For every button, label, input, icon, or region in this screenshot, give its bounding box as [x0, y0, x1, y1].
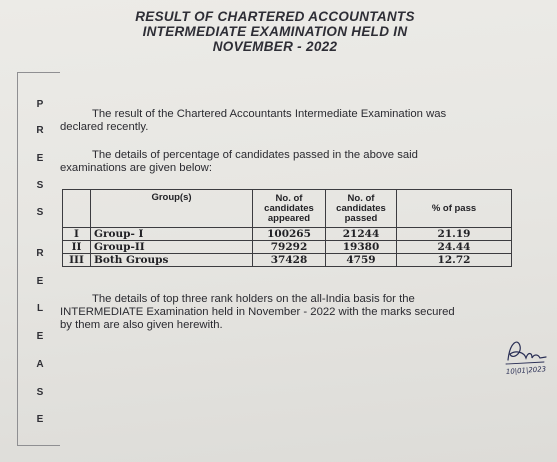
row-group: Both Groups — [91, 254, 253, 267]
row-serial: II — [63, 241, 91, 254]
side-letter: R — [36, 125, 44, 136]
row-group: Group-II — [91, 241, 253, 254]
side-letter: A — [36, 359, 44, 370]
row-percent: 21.19 — [397, 228, 512, 241]
row-appeared: 79292 — [253, 241, 326, 254]
paragraph-1-line-1: The result of the Chartered Accountants Intermediate Examination was — [92, 108, 447, 120]
side-letter: R — [36, 248, 44, 259]
header-percent-pass: % of pass — [397, 190, 512, 228]
paragraph-3-line-3: by them are also given herewith. — [60, 319, 223, 331]
row-passed: 19380 — [326, 241, 397, 254]
paragraph-3-line-1: The details of top three rank holders on the all-India basis for the — [92, 293, 415, 305]
paragraph-rank-holders — [60, 293, 522, 332]
title-line-1: RESULT OF CHARTERED ACCOUNTANTS — [135, 9, 415, 24]
paragraph-percentage-details — [60, 149, 522, 175]
side-letter: E — [36, 153, 44, 164]
header-appeared: No. of candidates appeared — [253, 190, 326, 228]
side-letter: L — [36, 303, 44, 314]
handwritten-signature — [500, 330, 552, 378]
header-groups: Group(s) — [91, 190, 253, 228]
row-group: Group- I — [91, 228, 253, 241]
paragraph-1-line-2: declared recently. — [60, 121, 149, 133]
paragraph-2-line-2: examinations are given below: — [60, 162, 212, 174]
side-letter: E — [36, 276, 44, 287]
row-appeared: 100265 — [253, 228, 326, 241]
side-letter: P — [36, 99, 44, 110]
table-row — [63, 254, 512, 267]
side-letter: S — [36, 387, 44, 398]
header-serial — [63, 190, 91, 228]
header-passed: No. of candidates passed — [326, 190, 397, 228]
results-table — [62, 189, 512, 267]
document-title — [60, 9, 490, 54]
table-header-row — [63, 190, 512, 228]
row-appeared: 37428 — [253, 254, 326, 267]
paragraph-3-line-2: INTERMEDIATE Examination held in November - 2022 with the marks secured — [60, 306, 455, 318]
title-line-2: INTERMEDIATE EXAMINATION HELD IN — [142, 24, 408, 39]
table-row — [63, 228, 512, 241]
row-serial: III — [63, 254, 91, 267]
side-letter: S — [36, 180, 44, 191]
row-percent: 24.44 — [397, 241, 512, 254]
row-passed: 21244 — [326, 228, 397, 241]
side-letter: E — [36, 331, 44, 342]
side-letter: S — [36, 207, 44, 218]
side-letter: E — [36, 414, 44, 425]
title-line-3: NOVEMBER - 2022 — [212, 39, 338, 54]
paragraph-result-declared — [60, 108, 522, 134]
row-passed: 4759 — [326, 254, 397, 267]
table-row — [63, 241, 512, 254]
signature-date: 10|01|2023 — [505, 365, 547, 376]
paragraph-2-line-1: The details of percentage of candidates passed in the above said — [92, 149, 418, 161]
row-percent: 12.72 — [397, 254, 512, 267]
row-serial: I — [63, 228, 91, 241]
